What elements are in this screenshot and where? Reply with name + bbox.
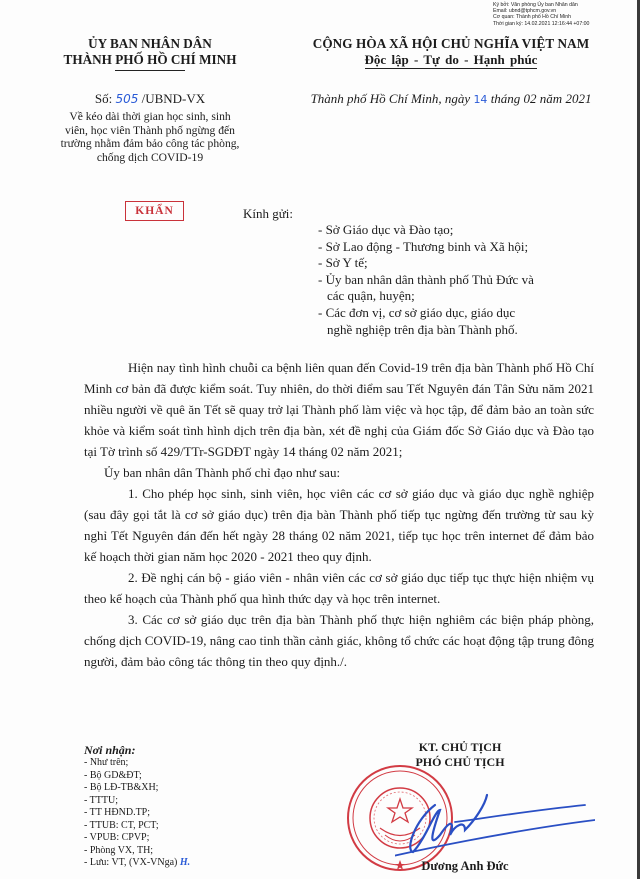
distribution-item: - TT HĐND.TP; (84, 807, 151, 818)
handwritten-signature-icon (395, 780, 595, 870)
document-number: Số: 505 /UBND-VX (94, 91, 206, 106)
recipient-item: - Các đơn vị, cơ sở giáo dục, giáo dục (318, 304, 516, 320)
intro-paragraph: Hiện nay tình hình chuỗi ca bệnh liên quan đến Covid-19 trên địa bàn Thành phố Hồ Chí Minh cơ bản đã được kiểm soát. Tuy nhiên, do thời điểm sau Tết Nguyên đán Tân Sửu năm 2021 nhiều người về quê ăn Tết sẽ quay trở lại Thành phố làm việc và học tập, để đảm bảo an toàn sức khỏe và kiểm soát tình hình dịch trên địa bàn, xét đề nghị của Giám đốc Sở Giáo dục và Đào tạo tại Tờ trình số 429/TTr-SGDĐT ngày 14 tháng 02 năm 2021; (84, 360, 594, 459)
recipient-item: - Sở Giáo dục và Đào tạo; (318, 222, 454, 237)
distribution-list (84, 743, 284, 870)
sig-email: Email: ubnd@tphcm.gov.vn (493, 8, 557, 15)
distribution-item: - TTUB: CT, PCT; (84, 819, 159, 831)
urgent-stamp: KHẨN (125, 201, 184, 221)
directive-item-2: 2. Đề nghị cán bộ - giáo viên - nhân viên các cơ sở giáo dục tiếp tục thực hiện nhiệm vụ theo kế hoạch của Thành phố qua hình thức dạy và học trên internet. (84, 570, 594, 606)
salutation: Kính gửi: (243, 206, 294, 221)
recipient-item-cont: các quận, huyện; (327, 288, 415, 304)
national-title: CỘNG HÒA XÃ HỘI CHỦ NGHĨA VIỆT NAM (312, 36, 590, 51)
national-motto: Độc lập - Tự do - Hạnh phúc (364, 52, 538, 67)
handwritten-initials: H. (179, 857, 191, 868)
sig-signer: Ký bởi: Văn phòng Ủy ban Nhân dân (493, 2, 578, 8)
distribution-item: - VPUB: CPVP; (84, 832, 150, 843)
distribution-item: - TTTU; (84, 794, 118, 806)
document-date: Thành phố Hồ Chí Minh, ngày 14 tháng 02 năm 2021 (310, 91, 592, 106)
recipient-item-cont: nghề nghiệp trên địa bàn Thành phố. (327, 321, 518, 337)
signature-title-line1: KT. CHỦ TỊCH (418, 740, 502, 754)
distribution-title: Nơi nhận: (84, 743, 136, 757)
document-subject: Về kéo dài thời gian học sinh, sinh viên, học viên Thành phố ngừng đến trường nhằm đảm bảo công tác phòng, chống dịch COVID-19 (60, 110, 240, 164)
signature-title (365, 740, 555, 769)
distribution-item: - Bộ GD&ĐT; (84, 769, 142, 781)
distribution-item: - Lưu: VT, (VX-VNga) H. (84, 857, 191, 868)
directive-item-1: 1. Cho phép học sinh, sinh viên, học viên các cơ sở giáo dục và giáo dục nghề nghiệp (sau đây gọi tắt là cơ sở giáo dục) trên địa bàn Thành phố tiếp tục ngừng đến trường từ sau kỳ nghỉ Tết Nguyên đán đến hết ngày 28 tháng 02 năm 2021, tiếp tục học trên internet để đảm bảo kế hoạch thời gian năm học 2020 - 2021 theo quy định. (84, 486, 594, 564)
distribution-item: - Như trên; (84, 757, 129, 768)
document-body (84, 357, 594, 672)
signer-name: Dương Anh Đức (421, 859, 509, 873)
signature-title-line2: PHÓ CHỦ TỊCH (415, 754, 505, 769)
recipient-list (318, 222, 618, 338)
directive-item-3: 3. Các cơ sở giáo dục trên địa bàn Thành phố thực hiện nghiêm các biện pháp phòng, chống dịch COVID-19, nâng cao tinh thần cảnh giác, không tổ chức các hoạt động tập trung đông người, đảm bảo công tác thông tin theo quy định./. (84, 612, 594, 669)
distribution-item: - Phòng VX, TH; (84, 844, 154, 856)
distribution-item: - Bộ LĐ-TB&XH; (84, 782, 159, 793)
handwritten-number: 505 (115, 92, 139, 106)
directive-lead: Ủy ban nhân dân Thành phố chỉ đạo như sau: (104, 465, 341, 480)
issuer-line1: ỦY BAN NHÂN DÂN (88, 36, 212, 51)
recipient-item: - Sở Lao động - Thương binh và Xã hội; (318, 238, 529, 254)
recipient-item: - Sở Y tế; (318, 255, 368, 271)
sig-time: Thời gian ký: 14.02.2021 12:16:44 +07:00 (493, 20, 590, 27)
issuer-line2: THÀNH PHỐ HỒ CHÍ MINH (63, 52, 237, 67)
national-header (262, 36, 640, 68)
recipient-item: - Ủy ban nhân dân thành phố Thủ Đức và (318, 271, 534, 287)
issuer-header (40, 36, 260, 71)
sig-agency: Cơ quan: Thành phố Hồ Chí Minh (493, 14, 571, 21)
digital-signature-info (493, 2, 633, 27)
handwritten-day: 14 (473, 93, 488, 106)
issuer-underline (115, 70, 185, 71)
